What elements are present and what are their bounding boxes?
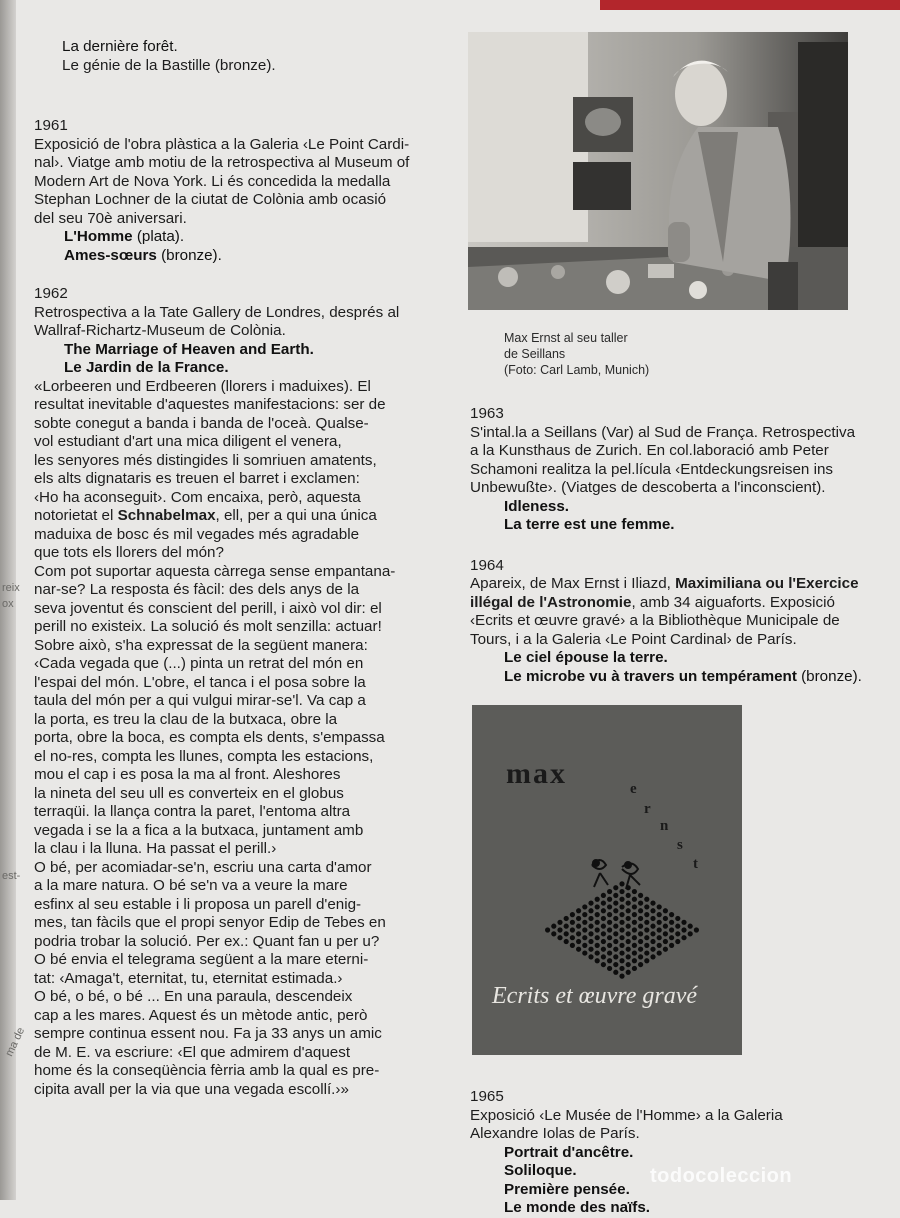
quote-line: ‹Ho ha aconseguit›. Com encaixa, però, aquesta xyxy=(34,488,361,506)
text-line: Alexandre Iolas de París. xyxy=(470,1125,640,1142)
year-1962: 1962 xyxy=(34,285,68,302)
cover-dot xyxy=(576,924,581,929)
cover-dot xyxy=(688,931,693,936)
cover-dot xyxy=(638,908,643,913)
cover-dot xyxy=(650,908,655,913)
cover-dot xyxy=(601,954,606,959)
cover-dot xyxy=(613,885,618,890)
cover-dot xyxy=(681,935,686,940)
cover-dot xyxy=(588,931,593,936)
margin-fragment: est- xyxy=(2,870,21,882)
cover-dot xyxy=(619,966,624,971)
cover-dot xyxy=(595,958,600,963)
cover-dot xyxy=(626,947,631,952)
cover-dot xyxy=(613,939,618,944)
text-line: ‹Ecrits et œuvre gravé› a la Bibliothèque Municipale de xyxy=(470,612,840,629)
text-line: Apareix, de Max Ernst i Iliazd, Maximiliana ou l'Exercice xyxy=(470,575,859,592)
quote-line: sempre continua essent nou. Fa ja 33 anys un amic xyxy=(34,1025,382,1042)
cover-dot xyxy=(638,916,643,921)
quote-line: vegada i se la a fica a la butxaca, juntament amb xyxy=(34,821,364,839)
cover-dot xyxy=(601,893,606,898)
cover-dot xyxy=(644,950,649,955)
cover-dot xyxy=(607,943,612,948)
cover-dot xyxy=(663,916,668,921)
cover-dot xyxy=(644,943,649,948)
quote-line: O bé, o bé, o bé ... En una paraula, descendeix xyxy=(34,988,353,1005)
quote-line: vol estudiant d'art una mica diligent el venera, xyxy=(34,433,342,450)
cover-dot xyxy=(601,962,606,967)
quote-line: a la mare natura. O bé se'n va a veure la mare xyxy=(34,877,348,894)
cover-dot xyxy=(601,916,606,921)
text-line: Tours, i a la Galeria ‹Le Point Cardinal› de París. xyxy=(470,630,797,648)
year-1961: 1961 xyxy=(34,117,68,134)
book-cover-image xyxy=(472,705,742,1055)
cover-artwork xyxy=(472,705,742,1055)
cover-dot xyxy=(644,897,649,902)
margin-fragment: reix xyxy=(2,582,20,594)
cover-dot xyxy=(582,950,587,955)
cover-dot xyxy=(564,924,569,929)
work-title: Soliloque. xyxy=(504,1162,577,1179)
cover-dot xyxy=(644,920,649,925)
cover-dot xyxy=(675,916,680,921)
caption-line: Max Ernst al seu taller xyxy=(504,331,628,345)
cover-dot xyxy=(601,947,606,952)
cover-dot xyxy=(557,927,562,932)
quote-line: esfinx al seu estable i li proposa un parell d'enig- xyxy=(34,895,362,913)
cover-dot xyxy=(675,924,680,929)
work-title: Le Jardin de la France. xyxy=(64,359,229,376)
quote-line: perill no existeix. La solució és molt senzilla: actuar! xyxy=(34,618,382,635)
cover-dot xyxy=(601,900,606,905)
watermark-logo: todocoleccion xyxy=(650,1165,793,1187)
cover-dot xyxy=(650,947,655,952)
cover-dot xyxy=(657,904,662,909)
cover-dot xyxy=(644,904,649,909)
cover-dot xyxy=(551,931,556,936)
cover-dot xyxy=(570,920,575,925)
quote-line: sobte conegut a banda i banda de l'oceà. Qualse- xyxy=(34,414,369,432)
quote-line: nar-se? La resposta és fàcil: des dels anys de la xyxy=(34,581,360,598)
quote-line: que tots els llorers del món? xyxy=(34,544,224,561)
cover-dot xyxy=(595,927,600,932)
cover-dot xyxy=(582,912,587,917)
cover-dot xyxy=(557,920,562,925)
quote-line: els alts dignataris es treuen el barret i exclamen: xyxy=(34,470,360,487)
text-line: Unbewußte›. (Viatges de descoberta a l'inconscient). xyxy=(470,479,826,496)
cover-dot xyxy=(626,954,631,959)
cover-dot xyxy=(644,935,649,940)
cover-dot xyxy=(607,897,612,902)
quote-line: tat: ‹Amaga't, eternitat, tu, eternitat estimada.› xyxy=(34,969,343,987)
cover-dot xyxy=(632,927,637,932)
quote-line: seva joventut és conscient del perill, i això vol dir: el xyxy=(34,599,382,617)
cover-letter: e xyxy=(630,781,637,797)
cover-dot xyxy=(669,927,674,932)
cover-dot xyxy=(601,908,606,913)
text-line: Exposició ‹Le Musée de l'Homme› a la Galeria xyxy=(470,1106,783,1124)
cover-dot xyxy=(607,889,612,894)
cover-dot xyxy=(663,939,668,944)
cover-dot xyxy=(657,935,662,940)
cover-dot xyxy=(595,912,600,917)
cover-dot xyxy=(576,939,581,944)
left-text-column xyxy=(34,38,454,1099)
cover-dot xyxy=(551,924,556,929)
cover-dot xyxy=(613,970,618,975)
quote-line: l'espai del món. L'obre, el tanca i el posa sobre la xyxy=(34,673,366,691)
cover-dot xyxy=(570,927,575,932)
cover-dot xyxy=(644,927,649,932)
cover-dot xyxy=(650,916,655,921)
cover-dot xyxy=(570,943,575,948)
quote-line: mes, tan fàcils que el propi senyor Edip de Tebes en xyxy=(34,914,386,931)
cover-dot xyxy=(694,927,699,932)
text-line: nal›. Viatge amb motiu de la retrospectiva al Museum of xyxy=(34,154,410,171)
cover-dot xyxy=(669,912,674,917)
quote-line: resultat inevitable d'aquestes manifestacions: ser de xyxy=(34,396,386,413)
cover-dot xyxy=(650,900,655,905)
quote-line: O bé envia el telegrama següent a la mare eterni- xyxy=(34,951,369,968)
text-line: del seu 70è aniversari. xyxy=(34,209,187,227)
cover-dot xyxy=(582,920,587,925)
cover-dot xyxy=(626,970,631,975)
cover-dot xyxy=(595,943,600,948)
work-title: La dernière forêt. xyxy=(62,38,178,55)
cover-dot xyxy=(675,939,680,944)
year-1964: 1964 xyxy=(470,556,504,574)
cover-dot xyxy=(657,950,662,955)
cover-dot xyxy=(582,943,587,948)
cover-dot xyxy=(607,904,612,909)
cover-dot xyxy=(588,947,593,952)
text-line: S'intal.la a Seillans (Var) al Sud de França. Retrospectiva xyxy=(470,423,856,441)
photo-caption xyxy=(504,330,649,378)
work-title: The Marriage of Heaven and Earth. xyxy=(64,340,314,358)
text-line: illégal de l'Astronomie, amb 34 aiguaforts. Exposició xyxy=(470,593,835,611)
work-title: Le génie de la Bastille (bronze). xyxy=(62,56,276,74)
cover-dot xyxy=(644,958,649,963)
cover-dot xyxy=(619,881,624,886)
cover-dot xyxy=(632,958,637,963)
cover-dot xyxy=(588,900,593,905)
text-line: a la Kunsthaus de Zurich. En col.laboració amb Peter xyxy=(470,442,829,459)
cover-dot xyxy=(582,927,587,932)
cover-letter: r xyxy=(644,801,651,817)
cover-dot xyxy=(663,924,668,929)
quote-line: O bé, per acomiadar-se'n, escriu una carta d'amor xyxy=(34,858,372,876)
quote-line: maduixa de bosc és mil vegades més agradable xyxy=(34,525,360,543)
quote-line: podria trobar la solució. Per ex.: Quant fan u per u? xyxy=(34,932,380,950)
cover-dot xyxy=(582,904,587,909)
cover-dot xyxy=(619,904,624,909)
cover-word-max: max xyxy=(506,757,567,790)
cover-dot xyxy=(613,908,618,913)
cover-dot xyxy=(588,939,593,944)
cover-dot xyxy=(669,920,674,925)
cover-dot xyxy=(588,924,593,929)
cover-dot xyxy=(669,943,674,948)
cover-dot xyxy=(607,950,612,955)
cover-dot xyxy=(626,885,631,890)
cover-dot xyxy=(644,912,649,917)
artist-studio-photo xyxy=(468,32,848,310)
cover-dot xyxy=(626,916,631,921)
quote-line: mou el cap i es posa la ma al front. Aleshores xyxy=(34,766,341,783)
cover-dot xyxy=(576,931,581,936)
cover-dot xyxy=(619,950,624,955)
cover-subtitle: Ecrits et œuvre gravé xyxy=(492,983,698,1009)
cover-dot xyxy=(669,935,674,940)
cover-dot xyxy=(681,927,686,932)
work-title: Idleness. xyxy=(504,497,569,515)
work-title: La terre est une femme. xyxy=(504,516,675,533)
cover-dot xyxy=(650,939,655,944)
red-top-band xyxy=(600,0,900,10)
cover-dot xyxy=(638,962,643,967)
cover-dot xyxy=(638,893,643,898)
cover-dot xyxy=(619,974,624,979)
cover-dot xyxy=(613,900,618,905)
cover-dot xyxy=(576,947,581,952)
cover-dot xyxy=(601,931,606,936)
cover-dot xyxy=(650,924,655,929)
cover-dot xyxy=(632,904,637,909)
cover-dot xyxy=(657,943,662,948)
cover-dot xyxy=(675,931,680,936)
cover-dot xyxy=(632,935,637,940)
quote-line: Com pot suportar aquesta càrrega sense empantana- xyxy=(34,562,396,580)
cover-dot xyxy=(607,958,612,963)
cover-dot xyxy=(595,950,600,955)
work-title: Le microbe vu à travers un tempérament (bronze). xyxy=(504,667,862,685)
cover-dot xyxy=(638,947,643,952)
quote-continuation xyxy=(34,526,454,1100)
work-title: Ames-sœurs (bronze). xyxy=(64,246,222,264)
cover-dot xyxy=(638,924,643,929)
cover-dot xyxy=(626,924,631,929)
cover-dot xyxy=(588,908,593,913)
cover-letter: s xyxy=(677,837,683,853)
quote-line: les senyores més distingides li somriuen amatents, xyxy=(34,451,377,469)
studio-photo-illustration xyxy=(468,32,848,310)
caption-line: (Foto: Carl Lamb, Munich) xyxy=(504,363,650,377)
quote-line: «Lorbeeren und Erdbeeren (llorers i maduixes). El xyxy=(34,377,371,395)
cover-dot xyxy=(557,935,562,940)
quote-line: la clau i la lluna. Ha passat el perill.› xyxy=(34,840,277,857)
year-1963: 1963 xyxy=(470,405,504,422)
cover-dot xyxy=(657,912,662,917)
cover-dot xyxy=(657,927,662,932)
cover-dot xyxy=(632,966,637,971)
margin-fragment: ox xyxy=(2,598,14,610)
cover-dot xyxy=(688,924,693,929)
work-title: Première pensée. xyxy=(504,1180,630,1198)
cover-dot xyxy=(582,935,587,940)
cover-dot xyxy=(564,939,569,944)
cover-dot xyxy=(613,962,618,967)
work-title: Portrait d'ancêtre. xyxy=(504,1143,634,1161)
cover-dot xyxy=(613,947,618,952)
quote-line: la nineta del seu ull es converteix en el globus xyxy=(34,784,344,802)
cover-dot xyxy=(607,920,612,925)
cover-dot xyxy=(681,920,686,925)
cover-dot xyxy=(570,935,575,940)
cover-dot xyxy=(607,927,612,932)
cover-dot xyxy=(588,916,593,921)
cover-dot xyxy=(632,897,637,902)
cover-dot xyxy=(607,935,612,940)
work-title: Le ciel épouse la terre. xyxy=(504,649,668,666)
right-text-column xyxy=(470,405,895,686)
cover-dot xyxy=(632,889,637,894)
cover-dot xyxy=(632,920,637,925)
quote-line: porta, obre la boca, es compta els dents, s'empassa xyxy=(34,729,385,746)
cover-dot xyxy=(663,908,668,913)
cover-dot xyxy=(619,958,624,963)
cover-dot xyxy=(613,916,618,921)
cover-dot xyxy=(613,931,618,936)
text-line: Schamoni realitza la pel.lícula ‹Entdeckungsreisen ins xyxy=(470,460,834,478)
cover-dot xyxy=(632,950,637,955)
cover-dot xyxy=(601,924,606,929)
quote-line: cap a les mares. Aquest és un mètode antic, però xyxy=(34,1006,368,1024)
cover-dot xyxy=(595,897,600,902)
cover-dot xyxy=(632,912,637,917)
cover-dot xyxy=(613,893,618,898)
cover-dot xyxy=(619,897,624,902)
text-line: Wallraf-Richartz-Museum de Colònia. xyxy=(34,322,286,339)
work-title: Le monde des naïfs. xyxy=(504,1199,651,1216)
cover-dot xyxy=(619,943,624,948)
cover-dot xyxy=(650,954,655,959)
text-line: Retrospectiva a la Tate Gallery de Londres, després al xyxy=(34,303,400,321)
cover-dot xyxy=(626,931,631,936)
cover-dot xyxy=(626,939,631,944)
cover-dot xyxy=(613,924,618,929)
cover-dot xyxy=(638,900,643,905)
quote-line: taula del món per a qui vulgui mirar-se'l. Va cap a xyxy=(34,692,366,709)
cover-dot xyxy=(607,912,612,917)
cover-dot xyxy=(626,908,631,913)
right-text-column-lower xyxy=(470,1088,895,1218)
caption-line: de Seillans xyxy=(504,347,566,361)
cover-dot xyxy=(626,893,631,898)
cover-dot xyxy=(564,916,569,921)
quote-line: de M. E. va escriure: ‹El que admirem d'aquest xyxy=(34,1043,351,1061)
cover-dot xyxy=(626,962,631,967)
cover-dot xyxy=(595,904,600,909)
cover-dot xyxy=(595,935,600,940)
text-line: Stephan Lochner de la ciutat de Colònia amb ocasió xyxy=(34,191,387,208)
cover-dot xyxy=(619,912,624,917)
quote-line: cipita avall per la via que una vegada escollí.›» xyxy=(34,1080,349,1098)
quote-line: el no-res, compta les llunes, compta les estacions, xyxy=(34,747,374,765)
cover-dot xyxy=(650,931,655,936)
cover-dot xyxy=(619,927,624,932)
quote-line: notorietat el Schnabelmax, ell, per a qui una única xyxy=(34,507,377,524)
cover-dot xyxy=(576,908,581,913)
quote-line: la porta, es treu la clau de la butxaca, obre la xyxy=(34,710,338,728)
quote-line: ‹Cada vegada que (...) pinta un retrat del món en xyxy=(34,655,364,672)
cover-letter: n xyxy=(660,818,669,834)
cover-dot xyxy=(595,920,600,925)
cover-dot xyxy=(601,939,606,944)
cover-dot xyxy=(632,943,637,948)
year-1965: 1965 xyxy=(470,1088,504,1105)
cover-dot xyxy=(576,916,581,921)
cover-dot xyxy=(663,947,668,952)
cover-dot xyxy=(613,954,618,959)
cover-dot xyxy=(663,931,668,936)
cover-dot xyxy=(619,889,624,894)
quote-line: home és la conseqüència fèrria amb la qual es pre- xyxy=(34,1062,380,1079)
cover-dot xyxy=(657,920,662,925)
cover-dot xyxy=(619,920,624,925)
cover-dot xyxy=(638,931,643,936)
cover-dot xyxy=(638,954,643,959)
quote-line: terraqüi. la llança contra la paret, l'entoma altra xyxy=(34,803,351,820)
text-line: Exposició de l'obra plàstica a la Galeria ‹Le Point Cardi- xyxy=(34,135,410,153)
cover-letter: t xyxy=(693,856,698,872)
text-line: Modern Art de Nova York. Li és concedida la medalla xyxy=(34,172,391,190)
cover-dot xyxy=(545,927,550,932)
work-title: L'Homme (plata). xyxy=(64,228,185,245)
cover-dot xyxy=(626,900,631,905)
margin-fragment: ma de xyxy=(3,1025,28,1059)
cover-dot xyxy=(638,939,643,944)
cover-dot xyxy=(619,935,624,940)
cover-dot xyxy=(570,912,575,917)
quote-line: Sobre això, s'ha expressat de la següent manera: xyxy=(34,636,368,654)
cover-dot xyxy=(607,966,612,971)
cover-dot xyxy=(588,954,593,959)
cover-dot xyxy=(564,931,569,936)
